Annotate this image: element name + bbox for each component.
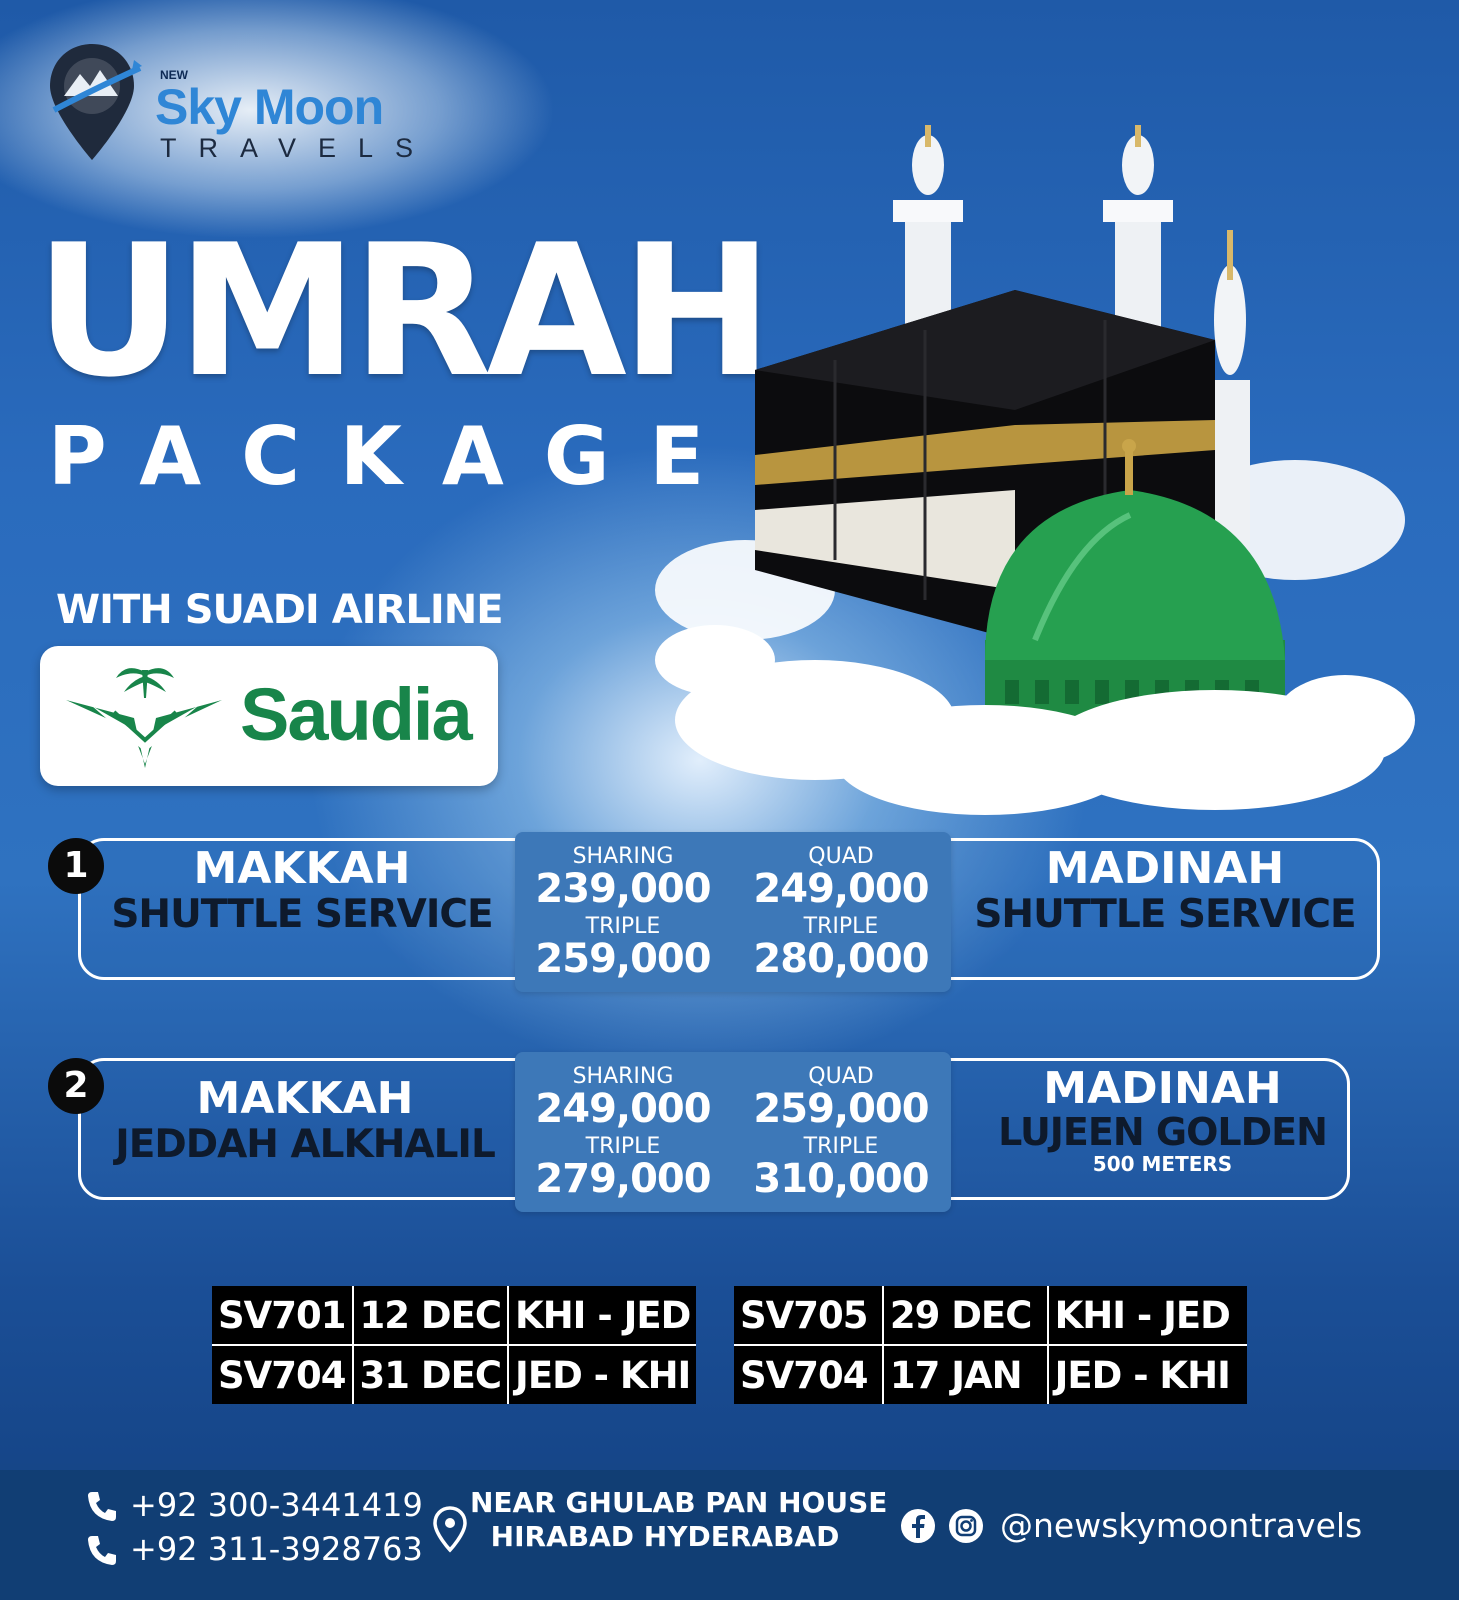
- makkah-hotel-name: SHUTTLE SERVICE: [111, 892, 493, 937]
- price-box: [515, 832, 951, 992]
- madinah-hotel-name: SHUTTLE SERVICE: [974, 892, 1356, 937]
- price-label: SHARING: [572, 1064, 674, 1089]
- madinah-hotel: [975, 1063, 1350, 1176]
- airline-label: WITH SUADI AIRLINE: [56, 587, 503, 633]
- holy-sites-illustration: [655, 120, 1415, 820]
- price-label: SHARING: [572, 844, 674, 869]
- address-line: NEAR GHULAB PAN HOUSE: [470, 1486, 888, 1519]
- package-number: 2: [48, 1058, 104, 1114]
- flight-schedule-table: [212, 1286, 696, 1404]
- location-pin-icon: [432, 1506, 468, 1554]
- table-row: [734, 1286, 1247, 1345]
- brand-logo: [40, 38, 460, 168]
- address: [470, 1486, 888, 1554]
- headline-title: UMRAH: [35, 205, 768, 417]
- price-value: 279,000: [535, 1156, 711, 1202]
- price-label: QUAD: [808, 844, 874, 869]
- brand-name: Sky Moon: [155, 79, 384, 135]
- price-triple-2: [741, 1136, 941, 1200]
- flight-route: JED - KHI: [515, 1353, 691, 1397]
- price-label: TRIPLE: [803, 914, 879, 939]
- price-value: 239,000: [535, 866, 711, 912]
- phone-number[interactable]: +92 311-3928763: [130, 1530, 423, 1568]
- makkah-city: MAKKAH: [196, 1073, 414, 1124]
- flight-number: SV704: [734, 1345, 883, 1404]
- madinah-hotel-name: LUJEEN GOLDEN: [998, 1110, 1327, 1154]
- table-row: [212, 1345, 696, 1404]
- price-quad: [741, 846, 941, 910]
- price-box: [515, 1052, 951, 1212]
- contact-footer: [0, 1470, 1459, 1600]
- headline-subtitle: PACKAGE: [48, 410, 745, 503]
- phone-icon: [84, 1488, 120, 1524]
- flight-date: 12 DEC: [353, 1286, 509, 1345]
- makkah-hotel: [100, 1073, 510, 1168]
- price-label: TRIPLE: [803, 1134, 879, 1159]
- saudia-emblem-icon: [62, 660, 224, 772]
- address-line: HIRABAD HYDERABAD: [490, 1520, 840, 1553]
- flight-schedule-table: [734, 1286, 1247, 1404]
- compass-pin-icon: [42, 40, 142, 165]
- phone-icon: [84, 1532, 120, 1568]
- brand-subtitle: TRAVELS: [160, 133, 436, 163]
- flight-route: KHI - JED: [1048, 1286, 1247, 1345]
- facebook-icon[interactable]: [900, 1508, 936, 1544]
- airline-logo-card: [40, 646, 498, 786]
- instagram-icon[interactable]: [948, 1508, 984, 1544]
- madinah-city: MADINAH: [1043, 1063, 1282, 1114]
- price-value: 249,000: [753, 866, 929, 912]
- price-sharing: [523, 846, 723, 910]
- price-sharing: [523, 1066, 723, 1130]
- price-label: TRIPLE: [585, 914, 661, 939]
- flight-number: SV704: [212, 1345, 353, 1404]
- flight-date: 17 JAN: [883, 1345, 1048, 1404]
- social-handle[interactable]: @newskymoontravels: [1000, 1506, 1363, 1545]
- madinah-distance-note: 500 METERS: [1092, 1152, 1233, 1176]
- table-row: [734, 1345, 1247, 1404]
- makkah-city: MAKKAH: [193, 843, 411, 894]
- flight-route: JED - KHI: [1054, 1353, 1230, 1397]
- package-number: 1: [48, 838, 104, 894]
- price-triple-2: [741, 916, 941, 980]
- flight-number: SV705: [734, 1286, 883, 1345]
- price-value: 259,000: [535, 936, 711, 982]
- price-triple: [523, 916, 723, 980]
- airline-logo-text: Saudia: [240, 673, 471, 756]
- flight-route: KHI - JED: [508, 1286, 696, 1345]
- phone-number[interactable]: +92 300-3441419: [130, 1486, 423, 1524]
- table-row: [212, 1286, 696, 1345]
- price-value: 249,000: [535, 1086, 711, 1132]
- makkah-hotel: [100, 843, 504, 938]
- price-label: TRIPLE: [585, 1134, 661, 1159]
- price-value: 310,000: [753, 1156, 929, 1202]
- price-label: QUAD: [808, 1064, 874, 1089]
- brand-prefix: NEW: [160, 68, 188, 82]
- flight-date: 29 DEC: [883, 1286, 1048, 1345]
- madinah-hotel: [960, 843, 1370, 938]
- price-triple: [523, 1136, 723, 1200]
- price-value: 280,000: [753, 936, 929, 982]
- flight-date: 31 DEC: [353, 1345, 509, 1404]
- makkah-hotel-name: JEDDAH ALKHALIL: [115, 1122, 495, 1167]
- price-value: 259,000: [753, 1086, 929, 1132]
- flight-number: SV701: [212, 1286, 353, 1345]
- price-quad: [741, 1066, 941, 1130]
- madinah-city: MADINAH: [1045, 843, 1285, 894]
